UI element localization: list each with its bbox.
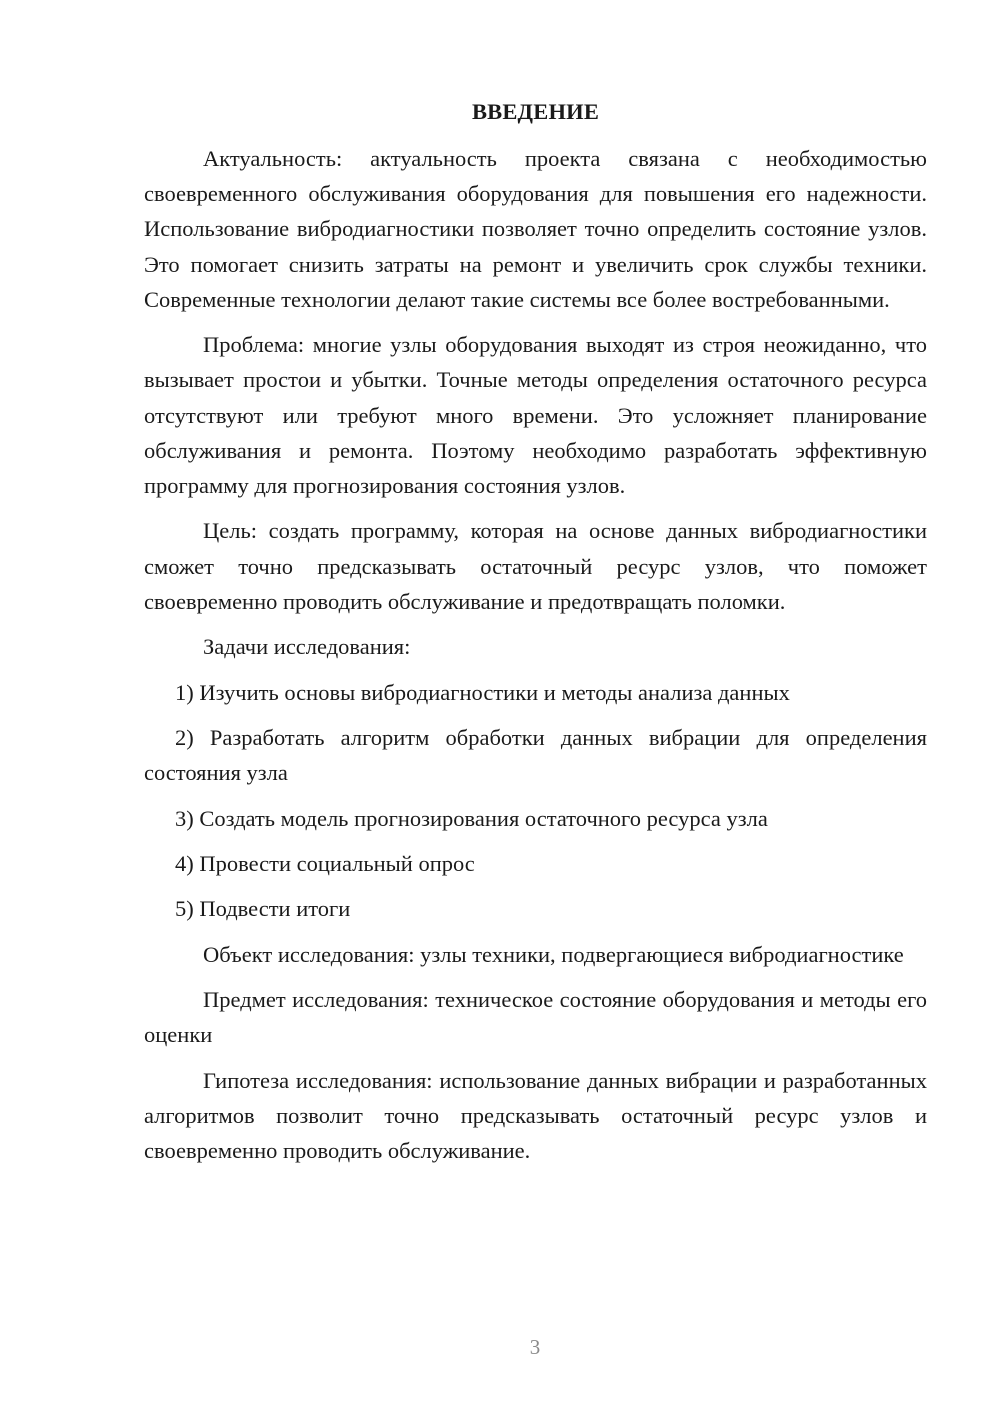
page-number: 3 [529,1335,541,1359]
tasks-heading: Задачи исследования: [203,634,411,660]
task-item: 3) Создать модель прогнозирования остаточного ресурса узла [175,805,768,831]
task-item: 1) Изучить основы вибродиагностики и методы анализа данных [175,679,790,705]
section-title: ВВЕДЕНИЕ [471,99,600,124]
task-item: 4) Провести социальный опрос [175,850,475,876]
paragraph-goal: Цель: создать программу, которая на основе данных вибродиагностики сможет точно предсказывать остаточный ресурс узлов, что поможет своевременно проводить обслуживание и предотвращать поломки. [144,518,927,614]
paragraph-subject: Предмет исследования: техническое состояние оборудования и методы его оценки [144,987,927,1048]
document-body [144,141,927,1179]
paragraph-object: Объект исследования: узлы техники, подвергающиеся вибродиагностике [203,941,904,967]
task-item: 2) Разработать алгоритм обработки данных вибрации для определения состояния узла [144,724,927,786]
paragraph-problem: Проблема: многие узлы оборудования выходят из строя неожиданно, что вызывает простои и убытки. Точные методы определения остаточного ресурса отсутствуют или требуют много времени. Это усложняет планирование обслуживания и ремонта. Поэтому необходимо разработать эффективную программу для прогнозирования состояния узлов. [144,332,927,499]
task-item: 5) Подвести итоги [175,896,351,922]
paragraph-relevance: Актуальность: актуальность проекта связана с необходимостью своевременного обслуживания оборудования для повышения его надежности. Использование вибродиагностики позволяет точно определить состояние узлов. Это помогает снизить затраты на ремонт и увеличить срок службы техники. Современные технологии делают такие системы все более востребованными. [144,146,927,312]
paragraph-hypothesis: Гипотеза исследования: использование данных вибрации и разработанных алгоритмов позволит точно предсказывать остаточный ресурс узлов и своевременно проводить обслуживание. [144,1067,927,1164]
